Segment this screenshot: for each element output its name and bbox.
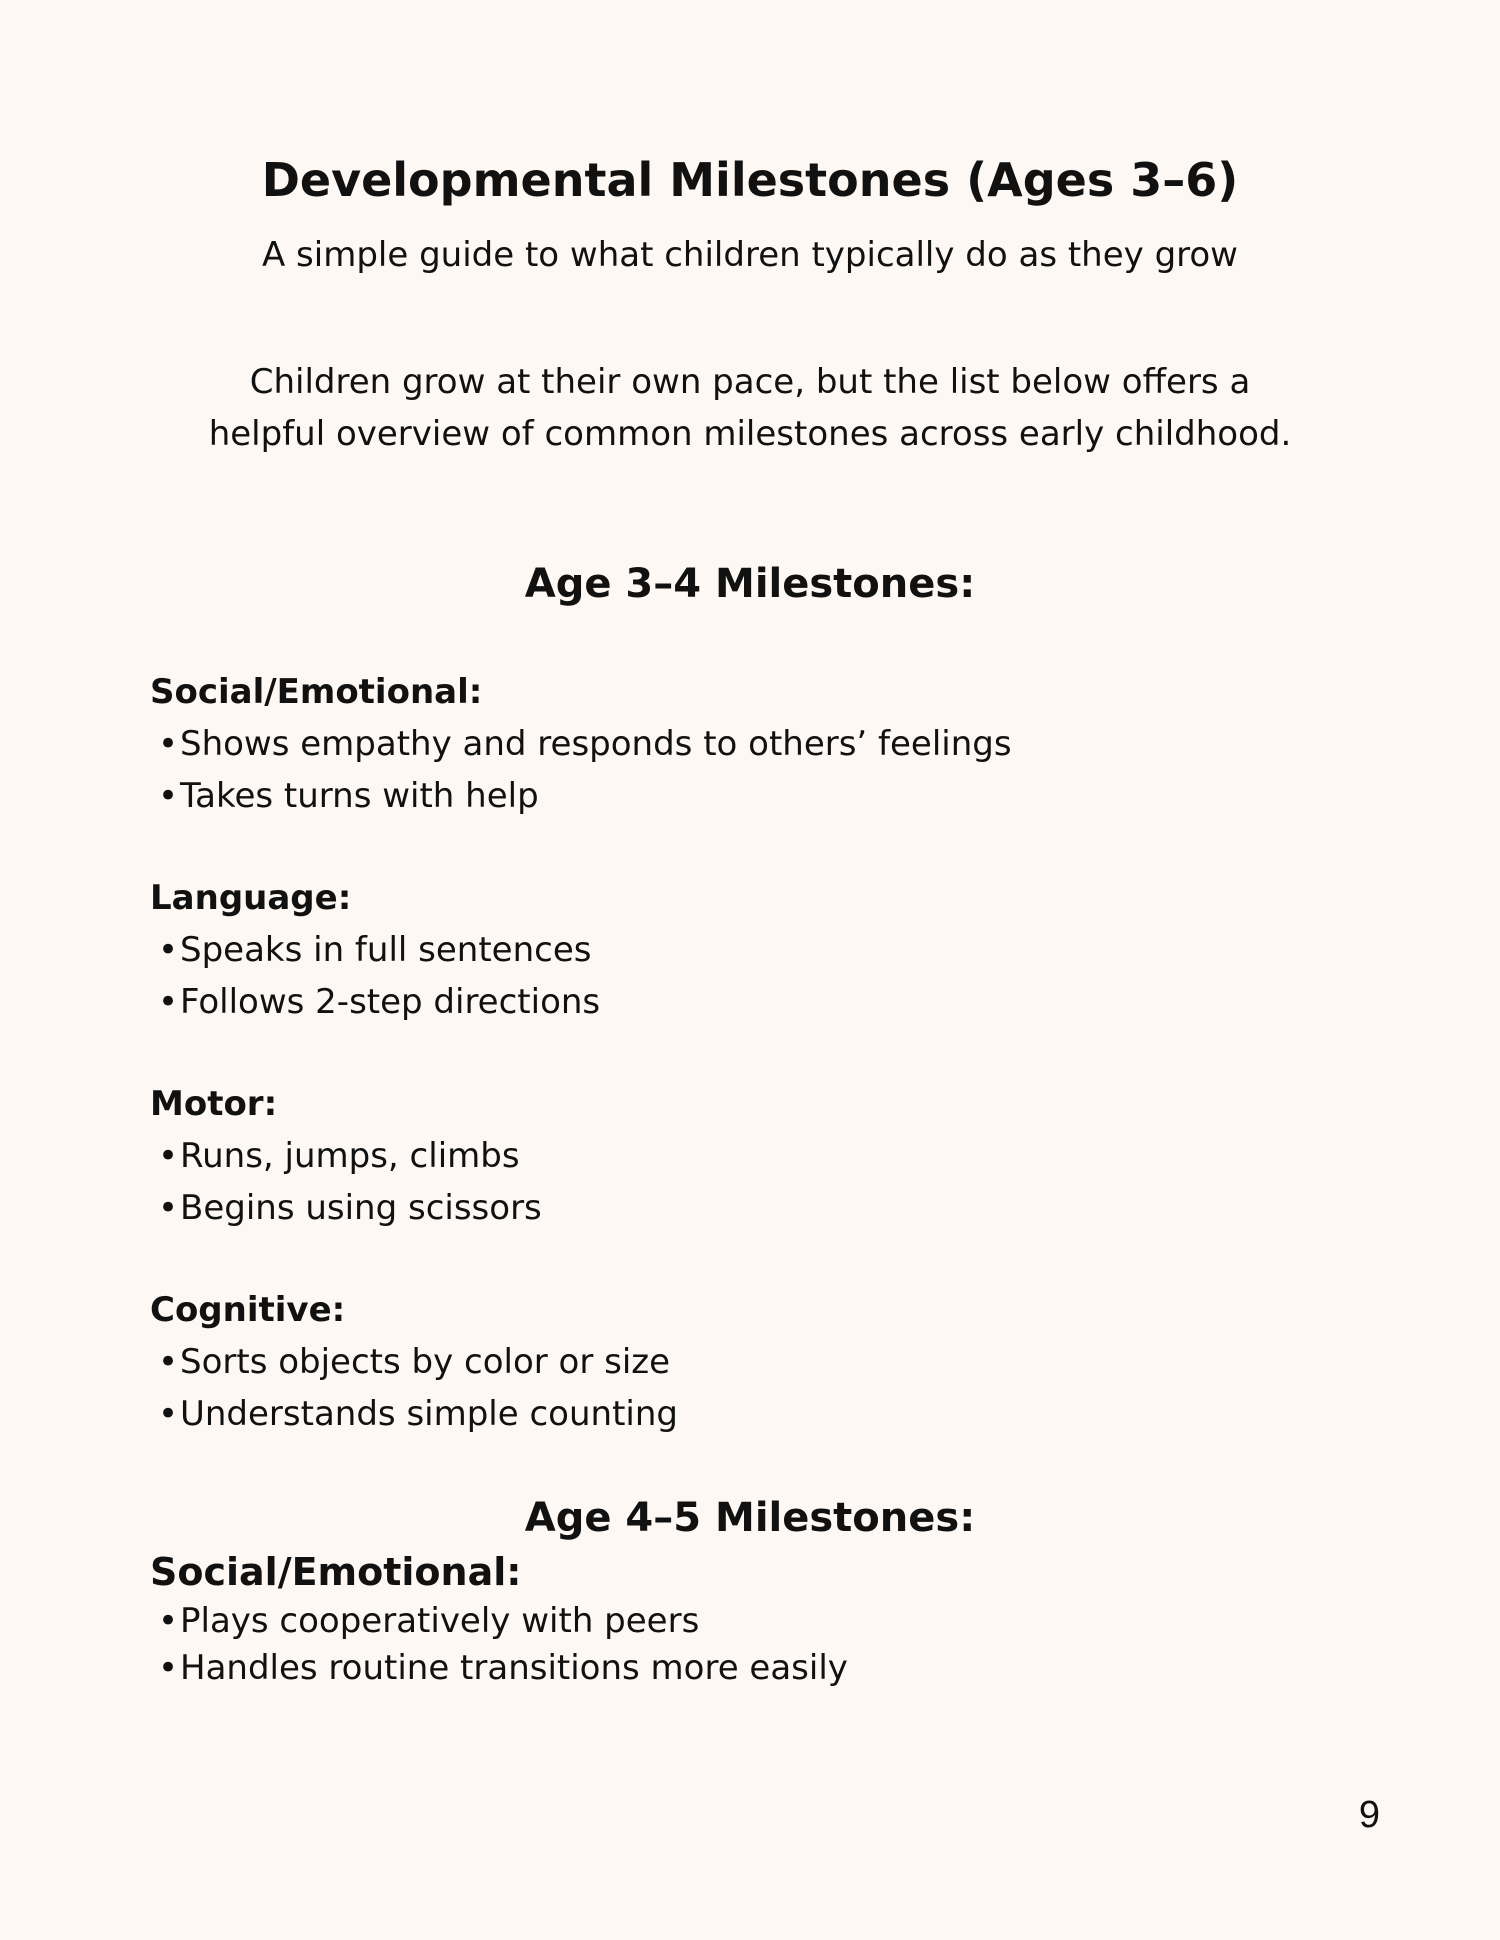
page-subtitle: A simple guide to what children typically do as they grow: [261, 235, 1238, 275]
bullet-icon: •: [158, 1394, 179, 1434]
category-language: [150, 872, 1350, 1028]
bullet-icon: •: [158, 1188, 179, 1228]
intro-line: Children grow at their own pace, but the list below offers a: [249, 362, 1251, 402]
category-social-emotional: [150, 1546, 1350, 1692]
intro-paragraph: [150, 356, 1350, 460]
intro-line: helpful overview of common milestones across early childhood.: [208, 414, 1292, 454]
section-heading-age-3-4: Age 3–4 Milestones:: [524, 561, 976, 607]
list-item: •Handles routine transitions more easily: [150, 1645, 1350, 1692]
category-label: Language:: [150, 878, 352, 918]
bullet-icon: •: [158, 1648, 179, 1688]
category-motor: [150, 1078, 1350, 1234]
category-label: Social/Emotional:: [150, 672, 483, 712]
list-item: •Speaks in full sentences: [150, 924, 1350, 976]
list-item: •Understands simple counting: [150, 1388, 1350, 1440]
bullet-icon: •: [158, 982, 179, 1022]
bullet-icon: •: [158, 1601, 179, 1641]
category-label: Cognitive:: [150, 1290, 346, 1330]
category-cognitive: [150, 1284, 1350, 1440]
list-item: •Plays cooperatively with peers: [150, 1598, 1350, 1645]
page-number: 9: [1358, 1794, 1380, 1836]
bullet-icon: •: [158, 930, 179, 970]
category-social-emotional: [150, 666, 1350, 822]
bullet-icon: •: [158, 776, 179, 816]
bullet-icon: •: [158, 1136, 179, 1176]
list-item: •Takes turns with help: [150, 770, 1350, 822]
list-item: •Begins using scissors: [150, 1182, 1350, 1234]
list-item: •Runs, jumps, climbs: [150, 1130, 1350, 1182]
page-title: Developmental Milestones (Ages 3–6): [261, 153, 1239, 207]
list-item: •Shows empathy and responds to others’ feelings: [150, 718, 1350, 770]
list-item: •Follows 2-step directions: [150, 976, 1350, 1028]
bullet-icon: •: [158, 724, 179, 764]
bullet-icon: •: [158, 1342, 179, 1382]
category-label: Social/Emotional:: [150, 1550, 522, 1594]
category-label: Motor:: [150, 1084, 278, 1124]
list-item: •Sorts objects by color or size: [150, 1336, 1350, 1388]
section-heading-age-4-5: Age 4–5 Milestones:: [524, 1495, 976, 1541]
